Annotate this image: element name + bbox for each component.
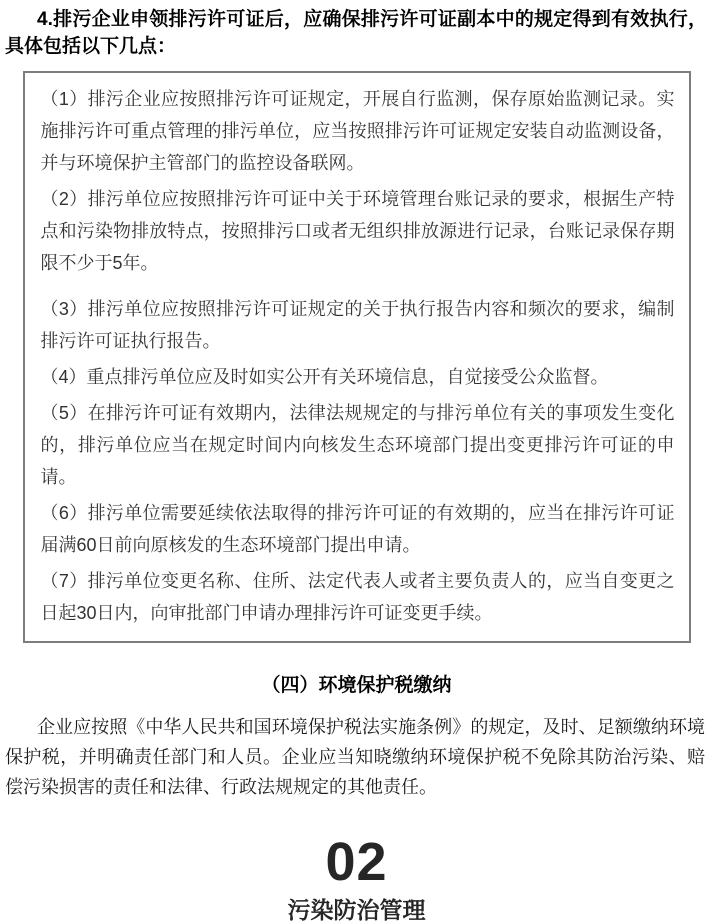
intro-heading: 4.排污企业申领排污许可证后，应确保排污许可证副本中的规定得到有效执行，具体包括以下几点：	[5, 9, 707, 57]
permit-point-2: （2）排污单位应按照排污许可证中关于环境管理台账记录的要求，根据生产特点和污染物排放特点，按照排污口或者无组织排放源进行记录，台账记录保存期限不少于5年。	[40, 189, 675, 273]
permit-points-box	[23, 71, 691, 643]
permit-point-6: （6）排污单位需要延续依法取得的排污许可证的有效期的，应当在排污许可证届满60日前向原核发的生态环境部门提出申请。	[40, 503, 675, 555]
chapter-number: 02	[325, 832, 388, 892]
document-page	[0, 6, 713, 923]
chapter-title: 污染防治管理	[287, 897, 426, 923]
permit-point-3: （3）排污单位应按照排污许可证规定的关于执行报告内容和频次的要求，编制排污许可证执行报告。	[40, 299, 675, 351]
tax-section-heading: （四）环境保护税缴纳	[261, 675, 452, 696]
tax-section-paragraph: 企业应按照《中华人民共和国环境保护税法实施条例》的规定，及时、足额缴纳环境保护税，并明确责任部门和人员。企业应当知晓缴纳环境保护税不免除其防治污染、赔偿污染损害的责任和法律、行政法规规定的其他责任。	[5, 717, 705, 797]
permit-point-4: （4）重点排污单位应及时如实公开有关环境信息，自觉接受公众监督。	[40, 367, 609, 387]
permit-point-7: （7）排污单位变更名称、住所、法定代表人或者主要负责人的，应当自变更之日起30日内，向审批部门申请办理排污许可证变更手续。	[40, 571, 675, 623]
permit-point-1: （1）排污企业应按照排污许可证规定，开展自行监测，保存原始监测记录。实施排污许可重点管理的排污单位，应当按照排污许可证规定安装自动监测设备，并与环境保护主管部门的监控设备联网。	[40, 89, 675, 173]
permit-point-5: （5）在排污许可证有效期内，法律法规规定的与排污单位有关的事项发生变化的，排污单位应当在规定时间内向核发生态环境部门提出变更排污许可证的申请。	[40, 403, 675, 487]
